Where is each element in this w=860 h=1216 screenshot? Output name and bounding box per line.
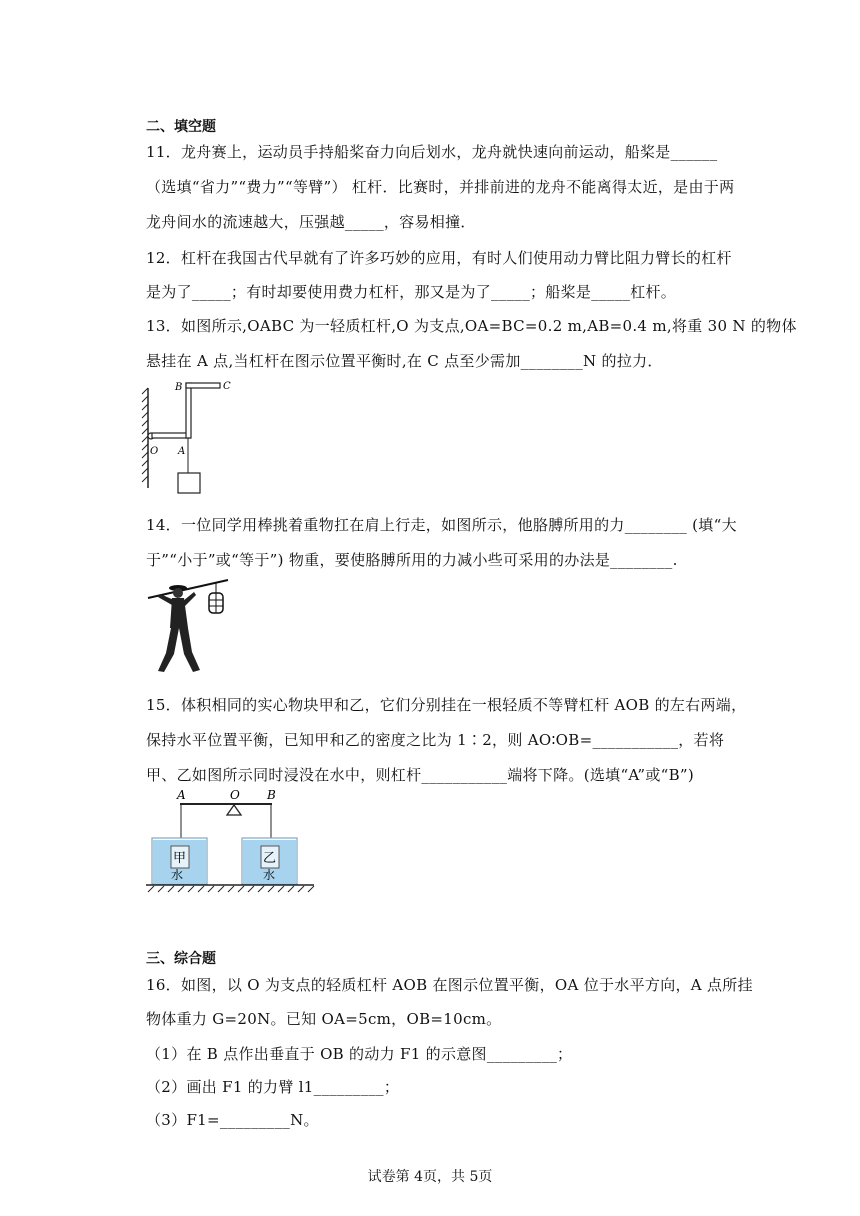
q14-line-2: 于”“小于”或“等于”) 物重，要使胳膊所用的力减小些可采用的办法是________. bbox=[146, 551, 678, 569]
q15-line-1: 15．体积相同的实心物块甲和乙，它们分别挂在一根轻质不等臂杠杆 AOB 的左右两端， bbox=[146, 696, 747, 714]
arm-left bbox=[158, 594, 174, 605]
block-jia-label: 甲 bbox=[173, 851, 187, 866]
wall-hatch bbox=[142, 388, 148, 482]
q12-line-1: 12．杠杆在我国古代早就有了许多巧妙的应用，有时人们使用动力臂比阻力臂长的杠杆 bbox=[146, 249, 732, 267]
section-title-comprehensive: 三、综合题 bbox=[146, 951, 216, 967]
bar-ab bbox=[186, 383, 191, 438]
q16-part-3: （3）F1=_________N。 bbox=[146, 1111, 319, 1129]
water-left-label: 水 bbox=[171, 868, 184, 882]
label-a: A bbox=[177, 788, 186, 802]
bar-oa bbox=[152, 433, 190, 438]
q11-line-1: 11．龙舟赛上，运动员手持船桨奋力向后划水，龙舟就快速向前运动，船桨是______ bbox=[146, 143, 718, 161]
q16-line-2: 物体重力 G=20N。已知 OA=5cm，OB=10cm。 bbox=[146, 1010, 502, 1028]
q13-line-1: 13．如图所示,OABC 为一轻质杠杆,O 为支点,OA=BC=0.2 m,AB=0.4 m,将重 30 N 的物体 bbox=[146, 317, 797, 335]
leg-left bbox=[158, 628, 179, 672]
page-footer: 试卷第 4页，共 5页 bbox=[367, 1169, 493, 1185]
bar-bc bbox=[186, 383, 220, 388]
label-b: B bbox=[267, 788, 276, 802]
q15-line-2: 保持水平位置平衡，已知甲和乙的密度之比为 1∶2，则 AO∶OB=___________，若将 bbox=[146, 731, 725, 749]
block-yi-label: 乙 bbox=[263, 851, 277, 866]
label-o: O bbox=[150, 446, 159, 457]
fulcrum-o bbox=[227, 805, 241, 815]
q15-lever-water-figure bbox=[144, 786, 316, 894]
q16-part-2: （2）画出 F1 的力臂 l1_________； bbox=[146, 1078, 400, 1096]
leg-right bbox=[179, 628, 200, 672]
q12-line-2: 是为了_____；有时却要使用费力杠杆，那又是为了_____；船桨是_____杠杆。 bbox=[146, 283, 677, 301]
water-right-label: 水 bbox=[263, 868, 276, 882]
arm-right bbox=[183, 592, 196, 606]
weight-block bbox=[178, 473, 200, 493]
q14-line-1: 14．一位同学用棒挑着重物扛在肩上行走，如图所示，他胳膊所用的力________ (填“大 bbox=[146, 516, 737, 534]
q13-line-2: 悬挂在 A 点,当杠杆在图示位置平衡时,在 C 点至少需加________N 的拉力． bbox=[146, 352, 663, 370]
q13-lever-figure bbox=[140, 378, 240, 496]
q11-line-2: （选填“省力”“费力”“等臂”） 杠杆．比赛时，并排前进的龙舟不能离得太近，是由于两 bbox=[146, 178, 735, 196]
head bbox=[173, 588, 183, 598]
label-o: O bbox=[230, 788, 240, 802]
label-a: A bbox=[178, 446, 186, 457]
q11-line-3: 龙舟间水的流速越大，压强越_____，容易相撞． bbox=[146, 213, 476, 231]
label-b: B bbox=[175, 382, 183, 393]
label-c: C bbox=[223, 381, 231, 392]
section-title-fill-blank: 二、填空题 bbox=[146, 119, 216, 135]
q14-carrier-figure bbox=[146, 578, 236, 678]
q15-line-3: 甲、乙如图所示同时浸没在水中，则杠杆___________端将下降。(选填“A”或“B”) bbox=[146, 766, 695, 784]
ground-hatch bbox=[148, 886, 314, 892]
q16-line-1: 16．如图，以 O 为支点的轻质杠杆 AOB 在图示位置平衡，OA 位于水平方向，A 点所挂 bbox=[146, 976, 753, 994]
q16-part-1: （1）在 B 点作出垂直于 OB 的动力 F1 的示意图_________； bbox=[146, 1045, 573, 1063]
